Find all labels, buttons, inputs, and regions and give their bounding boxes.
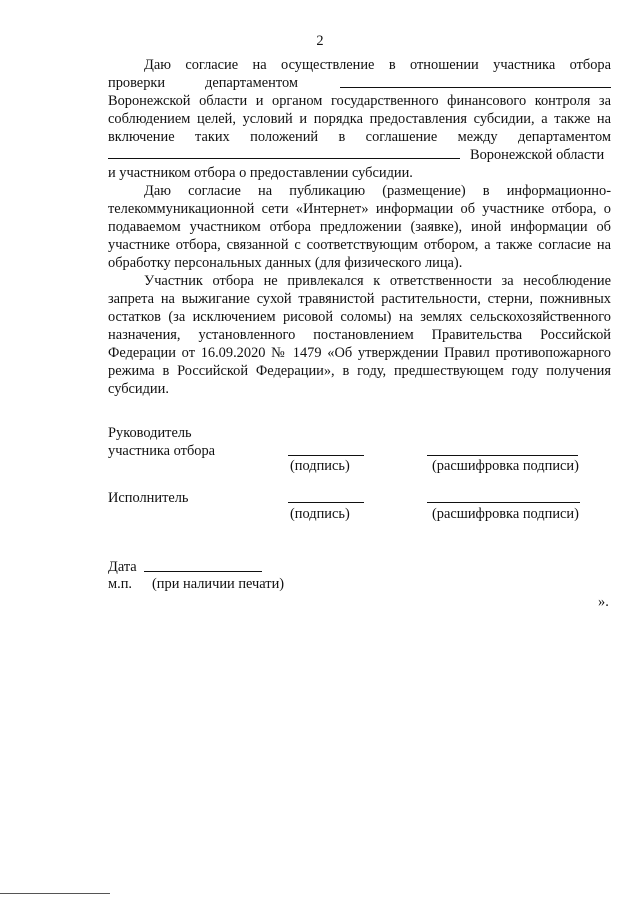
closing-quote: ». (598, 594, 609, 610)
date-blank-line (144, 571, 262, 572)
date-label: Дата (108, 559, 137, 575)
consent-publication-paragraph: Даю согласие на публикацию (размещение) в информационно-телекоммуникационной сети «Интернет» информации об участнике отбора, о подаваемом участником отбора предложении (заявке), иной информации об участнике отбора, связанной с соответствующим отбором, а также согласие на обработку персональных данных (для физического лица). (108, 183, 611, 271)
consent-inspection-line-5: включение таких положений в соглашение между департаментом (108, 129, 611, 145)
consent-inspection-line-6: Воронежской области (470, 147, 605, 163)
consent-inspection-line-2a: проверки (108, 75, 166, 91)
stamp-label: м.п. (108, 576, 133, 592)
head-decoding-line (427, 455, 578, 456)
consent-inspection-line-3: Воронежской области и органом государственного финансового контроля за (108, 93, 611, 109)
department-blank-2 (108, 158, 460, 159)
head-decoding-caption: (расшифровка подписи) (432, 458, 579, 474)
consent-inspection-line-4: соблюдением целей, условий и порядка предоставления субсидии, а также на (108, 111, 611, 127)
head-label-1: Руководитель (108, 425, 192, 441)
page-number: 2 (316, 33, 324, 49)
executor-decoding-caption: (расшифровка подписи) (432, 506, 579, 522)
consent-inspection-line-1: Даю согласие на осуществление в отношении участника отбора (144, 57, 611, 73)
executor-signature-caption: (подпись) (290, 506, 350, 522)
executor-decoding-line (427, 502, 580, 503)
head-signature-line (288, 455, 364, 456)
bottom-rule (0, 893, 110, 894)
head-signature-caption: (подпись) (290, 458, 350, 474)
executor-signature-line (288, 502, 364, 503)
department-blank-1 (340, 87, 611, 88)
stamp-note: (при наличии печати) (152, 576, 285, 592)
consent-inspection-line-7: и участником отбора о предоставлении субсидии. (108, 165, 413, 181)
executor-label: Исполнитель (108, 490, 189, 506)
no-liability-paragraph: Участник отбора не привлекался к ответственности за несоблюдение запрета на выжигание сухой травянистой растительности, стерни, пожнивных остатков (за исключением рисовой соломы) на землях сельскохозяйственного назначения, установленного постановлением Правительства Российской Федерации от 16.09.2020 № 1479 «Об утверждении Правил противопожарного режима в Российской Федерации», в году, предшествующем году получения субсидии. (108, 273, 611, 397)
consent-inspection-line-2b: департаментом (205, 75, 298, 91)
head-label-2: участника отбора (108, 443, 216, 459)
